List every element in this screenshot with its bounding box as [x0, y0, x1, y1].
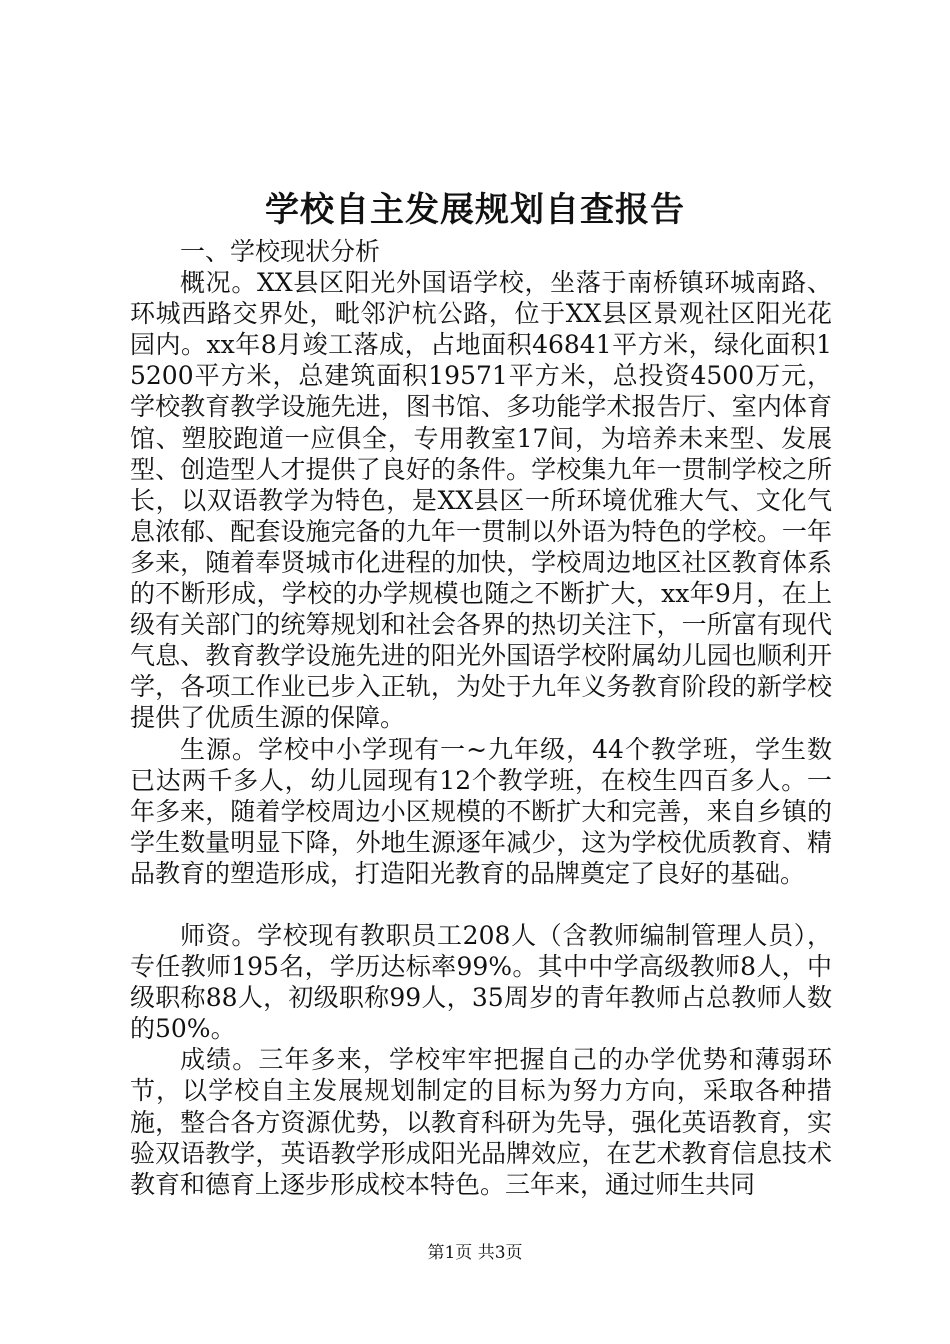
- document-title: 学校自主发展规划自查报告: [265, 190, 685, 230]
- page-footer: 第1页 共3页: [427, 1243, 523, 1263]
- paragraph-teachers: 师资。学校现有教职员工208人（含教师编制管理人员），专任教师195名，学历达标率99%。其中中学高级教师8人，中级职称88人，初级职称99人，35周岁的青年教师占总教师人数的50%。: [130, 920, 832, 1044]
- document-body: [130, 236, 832, 1200]
- paragraph-overview: 概况。XX县区阳光外国语学校，坐落于南桥镇环城南路、环城西路交界处，毗邻沪杭公路，位于XX县区景观社区阳光花园内。xx年8月竣工落成，占地面积46841平方米，绿化面积15200平方米，总建筑面积19571平方米，总投资4500万元，学校教育教学设施先进，图书馆、多功能学术报告厅、室内体育馆、塑胶跑道一应俱全，专用教室17间，为培养未来型、发展型、创造型人才提供了良好的条件。学校集九年一贯制学校之所长，以双语教学为特色，是XX县区一所环境优雅大气、文化气息浓郁、配套设施完备的九年一贯制以外语为特色的学校。一年多来，随着奉贤城市化进程的加快，学校周边地区社区教育体系的不断形成，学校的办学规模也随之不断扩大，xx年9月，在上级有关部门的统筹规划和社会各界的热切关注下，一所富有现代气息、教育教学设施先进的阳光外国语学校附属幼儿园也顺利开学，各项工作业已步入正轨，为处于九年义务教育阶段的新学校提供了优质生源的保障。: [130, 268, 832, 733]
- section-heading: 一、学校现状分析: [180, 237, 381, 266]
- paragraph-spacer: [130, 889, 832, 920]
- paragraph-students: 生源。学校中小学现有一~九年级，44个教学班，学生数已达两千多人，幼儿园现有12个教学班，在校生四百多人。一年多来，随着学校周边小区规模的不断扩大和完善，来自乡镇的学生数量明显下降，外地生源逐年减少，这为学校优质教育、精品教育的塑造形成，打造阳光教育的品牌奠定了良好的基础。: [130, 734, 832, 888]
- paragraph-achievements: 成绩。三年多来，学校牢牢把握自己的办学优势和薄弱环节，以学校自主发展规划制定的目标为努力方向，采取各种措施，整合各方资源优势，以教育科研为先导，强化英语教育，实验双语教学，英语教学形成阳光品牌效应，在艺术教育信息技术教育和德育上逐步形成校本特色。三年来，通过师生共同: [130, 1045, 832, 1199]
